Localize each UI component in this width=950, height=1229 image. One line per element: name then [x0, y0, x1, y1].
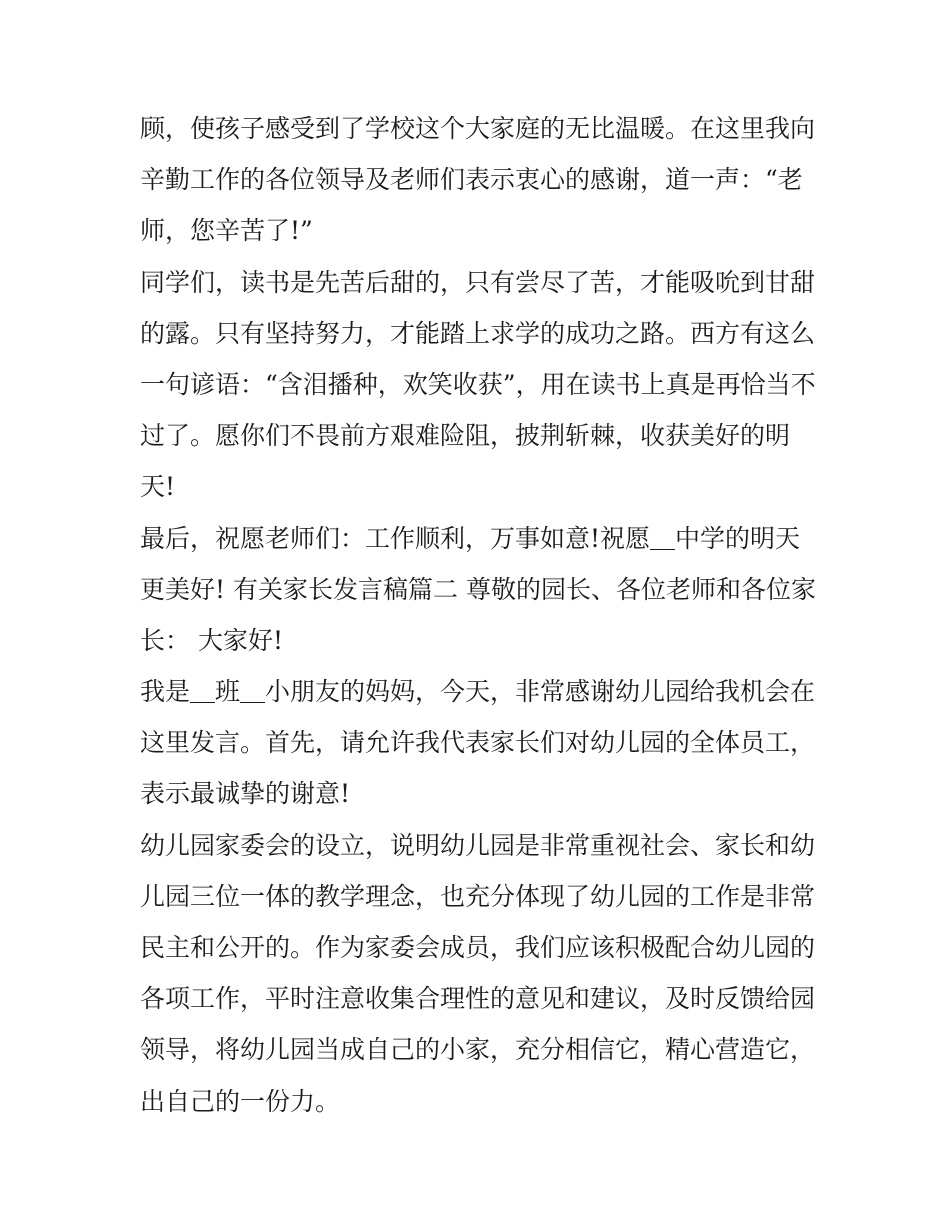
- text-line: 师，您辛苦了!”: [140, 216, 313, 246]
- text-line: 我是＿班＿小朋友的妈妈，今天，非常感谢幼儿园给我机会在: [140, 677, 816, 707]
- text-line: 表示最诚挚的谢意!: [140, 779, 351, 809]
- text-line: 儿园三位一体的教学理念，也充分体现了幼儿园的工作是非常: [140, 881, 816, 911]
- text-line: 过了。愿你们不畏前方艰难险阻，披荆斩棘，收获美好的明: [140, 421, 791, 451]
- text-line: 最后，祝愿老师们：工作顺利，万事如意!祝愿＿中学的明天: [140, 523, 801, 553]
- text-line: 的露。只有坚持努力，才能踏上求学的成功之路。西方有这么: [140, 318, 816, 348]
- text-line: 领导，将幼儿园当成自己的小家，充分相信它，精心营造它，: [140, 1035, 816, 1065]
- text-line: 顾，使孩子感受到了学校这个大家庭的无比温暖。在这里我向: [140, 114, 816, 143]
- text-line: 更美好! 有关家长发言稿篇二 尊敬的园长、各位老师和各位家: [140, 574, 816, 604]
- text-line: 出自己的一份力。: [140, 1086, 341, 1116]
- text-line: 天!: [140, 472, 176, 502]
- text-line: 一句谚语：“含泪播种，欢笑收获”，用在读书上真是再恰当不: [140, 369, 816, 399]
- text-line: 各项工作，平时注意收集合理性的意见和建议，及时反馈给园: [140, 984, 816, 1014]
- text-line: 民主和公开的。作为家委会成员，我们应该积极配合幼儿园的: [140, 933, 816, 962]
- text-line: 这里发言。首先，请允许我代表家长们对幼儿园的全体员工，: [140, 728, 816, 758]
- text-line: 辛勤工作的各位领导及老师们表示衷心的感谢，道一声：“老: [140, 165, 803, 195]
- text-line: 幼儿园家委会的设立，说明幼儿园是非常重视社会、家长和幼: [140, 830, 816, 860]
- text-line: 长： 大家好!: [140, 625, 283, 655]
- text-line: 同学们，读书是先苦后甜的，只有尝尽了苦，才能吸吮到甘甜: [140, 267, 816, 297]
- body-text: [140, 103, 830, 1127]
